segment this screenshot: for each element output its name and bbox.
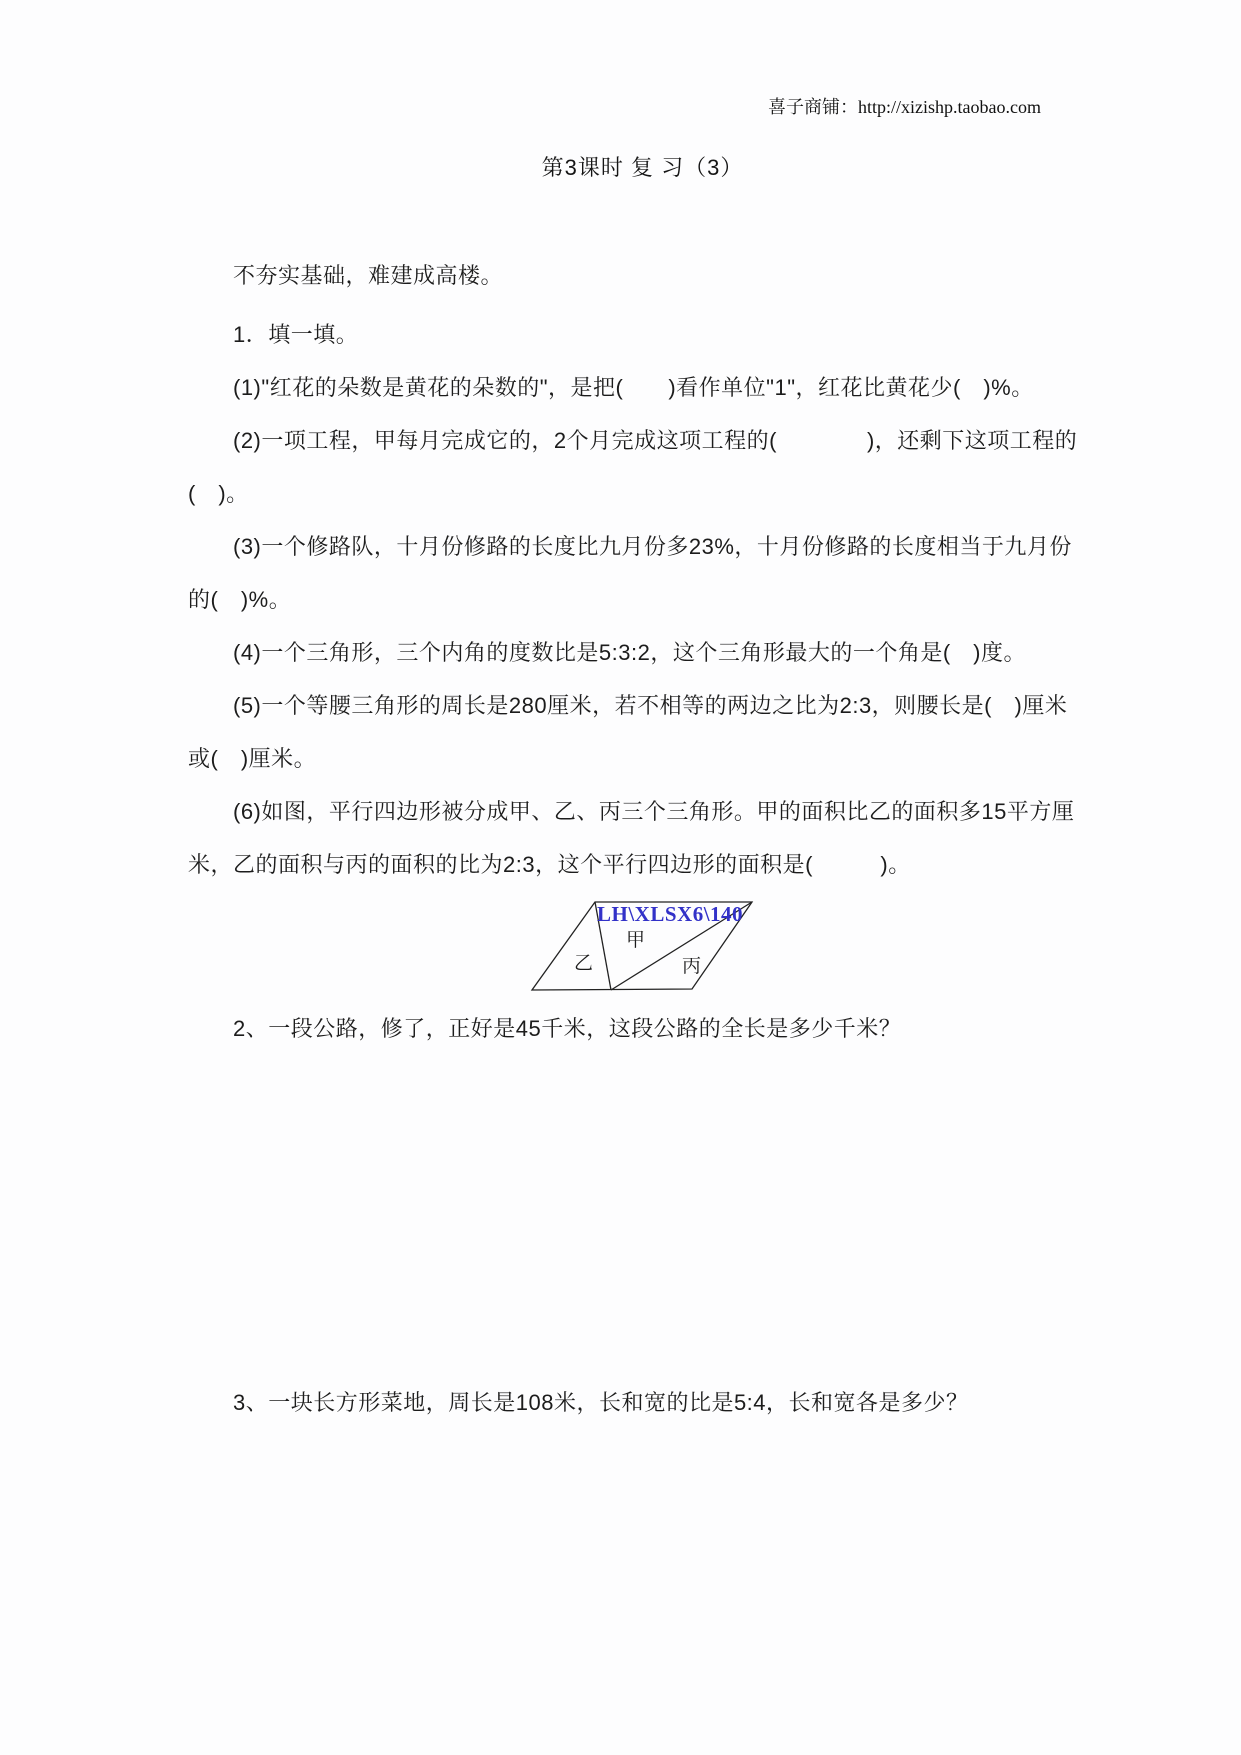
q3-line: 3、一块长方形菜地，周长是108米，长和宽的比是5:4，长和宽各是多少？ — [233, 1390, 969, 1415]
q2-line: 2、一段公路，修了，正好是45千米，这段公路的全长是多少千米？ — [233, 1016, 902, 1041]
intro-line: 不夯实基础，难建成高楼。 — [233, 263, 504, 288]
figure-label-jia: 甲 — [626, 930, 646, 951]
page-title: 第3课时 复 习（3） — [541, 155, 744, 180]
q1-item-2: (2)一项工程，甲每月完成它的，2个月完成这项工程的( )，还剩下这项工程的 — [233, 428, 1078, 453]
q1-item-1: (1)"红花的朵数是黄花的朵数的"，是把( )看作单位"1"，红花比黄花少( )%。 — [233, 375, 1034, 400]
q1-item-5-cont: 或( )厘米。 — [188, 746, 317, 771]
figure-label-bing: 丙 — [682, 956, 702, 977]
q1-item-5: (5)一个等腰三角形的周长是280厘米，若不相等的两边之比为2:3，则腰长是( )厘米 — [233, 693, 1068, 718]
q1-item-6-cont: 米，乙的面积与丙的面积的比为2:3，这个平行四边形的面积是( )。 — [188, 852, 911, 877]
q1-header: 1．填一填。 — [233, 322, 359, 347]
q1-item-4: (4)一个三角形，三个内角的度数比是5:3:2，这个三角形最大的一个角是( )度。 — [233, 640, 1026, 665]
q1-item-3: (3)一个修路队，十月份修路的长度比九月份多23%，十月份修路的长度相当于九月份 — [233, 534, 1072, 559]
shop-header: 喜子商铺：http://xizishp.taobao.com — [768, 97, 1041, 117]
q1-item-2-cont: ( )。 — [188, 481, 249, 506]
q1-item-3-cont: 的( )%。 — [188, 587, 292, 612]
parallelogram-figure — [525, 893, 765, 999]
figure-placeholder-path-text: LH\XLSX6\140 — [597, 902, 744, 926]
figure-label-yi: 乙 — [574, 953, 594, 974]
q1-item-6: (6)如图，平行四边形被分成甲、乙、丙三个三角形。甲的面积比乙的面积多15平方厘 — [233, 799, 1075, 824]
